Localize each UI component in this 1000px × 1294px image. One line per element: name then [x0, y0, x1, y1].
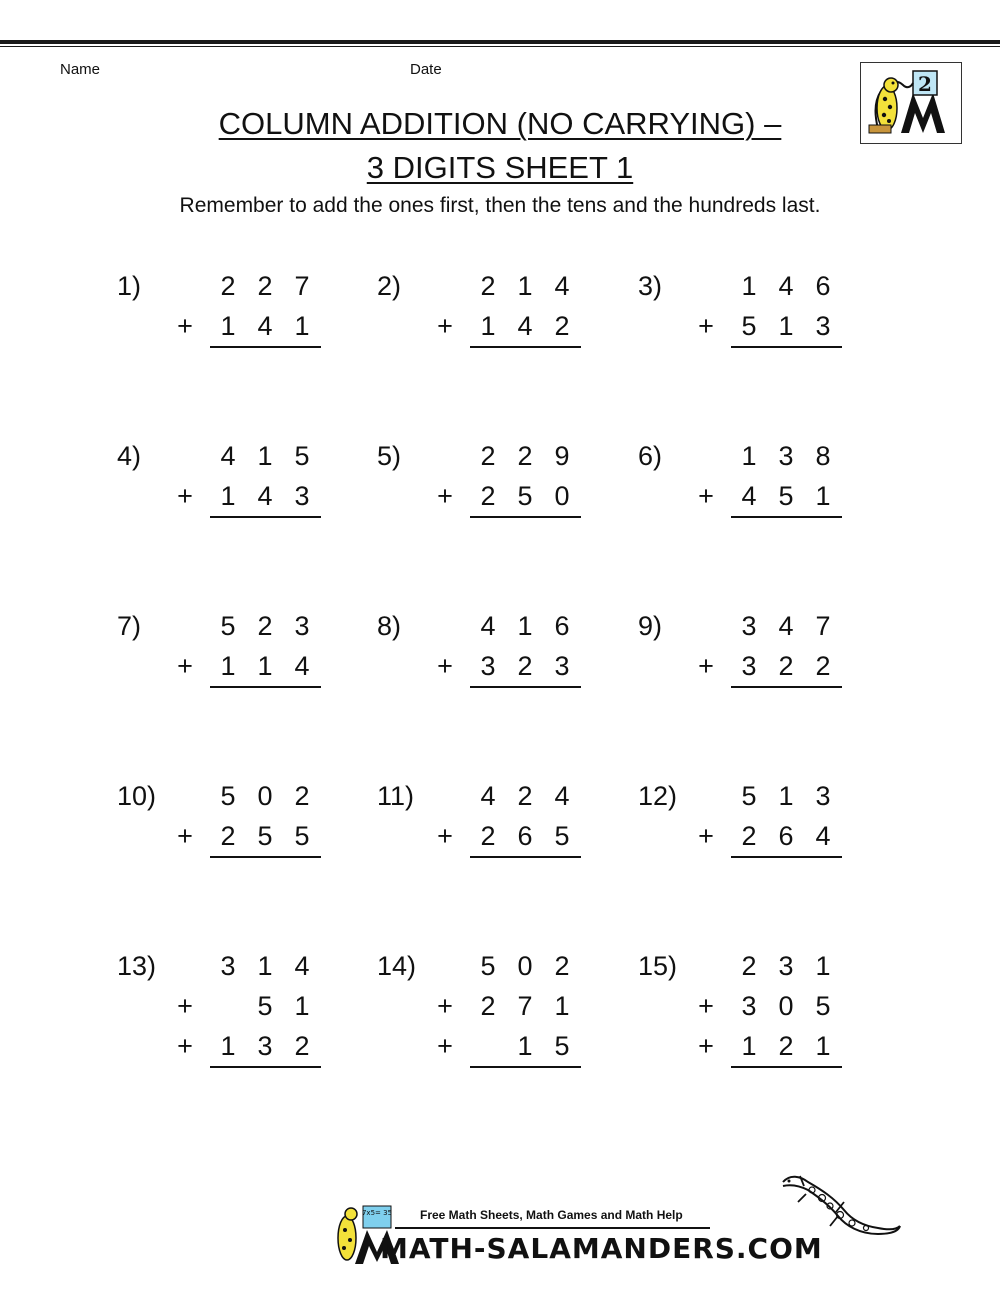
digit: 4: [294, 951, 310, 981]
addend-row: [377, 266, 617, 306]
digit: 1: [257, 441, 273, 471]
addend-row: [377, 646, 617, 686]
answer-line: [470, 516, 581, 518]
plus-sign: +: [177, 651, 193, 681]
digit: 1: [815, 1031, 831, 1061]
plus-sign: +: [437, 651, 453, 681]
digit: 1: [220, 481, 236, 511]
digit: 0: [517, 951, 533, 981]
addend-row: [117, 306, 357, 346]
svg-text:2: 2: [918, 72, 932, 96]
date-label: Date: [410, 61, 442, 78]
digit: 3: [257, 1031, 273, 1061]
digit: 1: [554, 991, 570, 1021]
digit: 4: [778, 611, 794, 641]
digit: 6: [554, 611, 570, 641]
digit: 4: [480, 611, 496, 641]
digit: 4: [220, 441, 236, 471]
digit: 4: [257, 311, 273, 341]
addend-row: [117, 1026, 357, 1066]
addend-row: [377, 986, 617, 1026]
addend-row: [117, 946, 357, 986]
plus-sign: +: [698, 651, 714, 681]
digit: 7: [815, 611, 831, 641]
top-rule-thin: [0, 46, 1000, 47]
plus-sign: +: [437, 481, 453, 511]
digit: 4: [480, 781, 496, 811]
addend-row: [117, 476, 357, 516]
addend-row: [377, 946, 617, 986]
problem-number: 15): [638, 951, 678, 981]
salamander-icon: [778, 1168, 903, 1243]
plus-sign: +: [698, 1031, 714, 1061]
problem-number: 5): [377, 441, 402, 471]
digit: 5: [294, 821, 310, 851]
digit: 0: [554, 481, 570, 511]
problem-2: [377, 266, 617, 406]
plus-sign: +: [437, 821, 453, 851]
addend-row: [117, 646, 357, 686]
digit: 5: [294, 441, 310, 471]
digit: 4: [554, 781, 570, 811]
digit: 3: [778, 951, 794, 981]
plus-sign: +: [698, 311, 714, 341]
addend-row: [117, 606, 357, 646]
digit: 2: [554, 311, 570, 341]
addend-row: [638, 816, 878, 856]
digit: 1: [257, 651, 273, 681]
digit: 1: [294, 311, 310, 341]
problem-number: 11): [377, 781, 415, 811]
digit: 9: [554, 441, 570, 471]
digit: 5: [554, 821, 570, 851]
digit: 3: [220, 951, 236, 981]
digit: 4: [257, 481, 273, 511]
digit: 1: [741, 271, 757, 301]
problem-number: 2): [377, 271, 402, 301]
digit: 3: [741, 651, 757, 681]
svg-text:7x5= 35: 7x5= 35: [361, 1209, 393, 1217]
problem-number: 7): [117, 611, 142, 641]
digit: 1: [220, 651, 236, 681]
digit: 2: [741, 951, 757, 981]
digit: 5: [741, 311, 757, 341]
digit: 2: [294, 781, 310, 811]
digit: 2: [480, 991, 496, 1021]
digit: 3: [741, 991, 757, 1021]
problem-5: [377, 436, 617, 576]
answer-line: [210, 1066, 321, 1068]
digit: 5: [554, 1031, 570, 1061]
problem-8: [377, 606, 617, 746]
answer-line: [731, 346, 842, 348]
addend-row: [638, 946, 878, 986]
digit: 5: [480, 951, 496, 981]
plus-sign: +: [177, 481, 193, 511]
problem-6: [638, 436, 878, 576]
problem-1: [117, 266, 357, 406]
problem-13: [117, 946, 357, 1086]
problem-number: 10): [117, 781, 157, 811]
digit: 1: [294, 991, 310, 1021]
answer-line: [210, 516, 321, 518]
addend-row: [117, 266, 357, 306]
digit: 2: [480, 441, 496, 471]
digit: 2: [480, 271, 496, 301]
addend-row: [377, 306, 617, 346]
problem-14: [377, 946, 617, 1086]
digit: 4: [741, 481, 757, 511]
addend-row: [117, 436, 357, 476]
top-rule: [0, 40, 1000, 44]
digit: 6: [778, 821, 794, 851]
digit: 5: [257, 991, 273, 1021]
addend-row: [638, 646, 878, 686]
digit: 7: [294, 271, 310, 301]
digit: 4: [815, 821, 831, 851]
addend-row: [638, 606, 878, 646]
digit: 5: [815, 991, 831, 1021]
digit: 2: [778, 651, 794, 681]
digit: 5: [220, 611, 236, 641]
digit: 4: [517, 311, 533, 341]
plus-sign: +: [437, 311, 453, 341]
addend-row: [638, 306, 878, 346]
problem-15: [638, 946, 878, 1086]
answer-line: [731, 516, 842, 518]
digit: 0: [778, 991, 794, 1021]
digit: 7: [517, 991, 533, 1021]
addend-row: [638, 986, 878, 1026]
digit: 1: [741, 1031, 757, 1061]
digit: 2: [517, 781, 533, 811]
problem-number: 4): [117, 441, 142, 471]
plus-sign: +: [177, 991, 193, 1021]
problem-number: 6): [638, 441, 663, 471]
problem-number: 3): [638, 271, 663, 301]
digit: 2: [741, 821, 757, 851]
instructions: Remember to add the ones first, then the tens and the hundreds last.: [179, 194, 821, 217]
digit: 1: [778, 311, 794, 341]
digit: 5: [778, 481, 794, 511]
digit: 1: [257, 951, 273, 981]
answer-line: [470, 856, 581, 858]
digit: 2: [257, 271, 273, 301]
digit: 6: [517, 821, 533, 851]
addend-row: [638, 1026, 878, 1066]
digit: 2: [517, 441, 533, 471]
digit: 3: [480, 651, 496, 681]
digit: 3: [815, 311, 831, 341]
digit: 4: [778, 271, 794, 301]
addend-row: [377, 776, 617, 816]
digit: 1: [517, 1031, 533, 1061]
problem-number: 1): [117, 271, 142, 301]
problem-number: 13): [117, 951, 157, 981]
addend-row: [638, 436, 878, 476]
addend-row: [377, 476, 617, 516]
digit: 1: [778, 781, 794, 811]
addend-row: [638, 476, 878, 516]
digit: 8: [815, 441, 831, 471]
digit: 3: [815, 781, 831, 811]
digit: 2: [778, 1031, 794, 1061]
digit: 2: [480, 821, 496, 851]
problem-4: [117, 436, 357, 576]
digit: 1: [517, 271, 533, 301]
digit: 6: [815, 271, 831, 301]
answer-line: [470, 1066, 581, 1068]
digit: 3: [294, 611, 310, 641]
digit: 2: [257, 611, 273, 641]
problem-number: 8): [377, 611, 402, 641]
answer-line: [731, 1066, 842, 1068]
plus-sign: +: [698, 991, 714, 1021]
problem-7: [117, 606, 357, 746]
plus-sign: +: [177, 311, 193, 341]
problem-11: [377, 776, 617, 916]
digit: 1: [815, 951, 831, 981]
addend-row: [117, 986, 357, 1026]
digit: 2: [220, 271, 236, 301]
digit: 5: [741, 781, 757, 811]
answer-line: [470, 346, 581, 348]
digit: 2: [554, 951, 570, 981]
problem-number: 12): [638, 781, 678, 811]
addend-row: [117, 816, 357, 856]
digit: 2: [294, 1031, 310, 1061]
salamander-logo-icon: [860, 62, 962, 144]
addend-row: [377, 1026, 617, 1066]
digit: 5: [220, 781, 236, 811]
digit: 2: [815, 651, 831, 681]
plus-sign: +: [698, 821, 714, 851]
addend-row: [117, 776, 357, 816]
problem-10: [117, 776, 357, 916]
problem-number: 9): [638, 611, 663, 641]
answer-line: [210, 686, 321, 688]
addend-row: [638, 776, 878, 816]
plus-sign: +: [177, 821, 193, 851]
digit: 4: [554, 271, 570, 301]
digit: 2: [480, 481, 496, 511]
addend-row: [638, 266, 878, 306]
footer-site-name: MATH-SALAMANDERS.COM: [380, 1232, 823, 1265]
problem-3: [638, 266, 878, 406]
digit: 1: [815, 481, 831, 511]
digit: 3: [778, 441, 794, 471]
plus-sign: +: [177, 1031, 193, 1061]
digit: 1: [517, 611, 533, 641]
answer-line: [731, 686, 842, 688]
addend-row: [377, 606, 617, 646]
digit: 2: [220, 821, 236, 851]
digit: 3: [554, 651, 570, 681]
answer-line: [470, 686, 581, 688]
digit: 1: [220, 1031, 236, 1061]
digit: 0: [257, 781, 273, 811]
digit: 3: [741, 611, 757, 641]
answer-line: [210, 856, 321, 858]
plus-sign: +: [437, 991, 453, 1021]
plus-sign: +: [698, 481, 714, 511]
digit: 4: [294, 651, 310, 681]
problem-9: [638, 606, 878, 746]
name-label: Name: [60, 61, 101, 78]
footer-tagline: Free Math Sheets, Math Games and Math Help: [420, 1208, 683, 1222]
problem-number: 14): [377, 951, 417, 981]
page-title-line1: COLUMN ADDITION (NO CARRYING) –: [218, 106, 782, 141]
digit: 5: [257, 821, 273, 851]
problem-12: [638, 776, 878, 916]
page-title-line2: 3 DIGITS SHEET 1: [366, 150, 634, 185]
digit: 5: [517, 481, 533, 511]
answer-line: [210, 346, 321, 348]
answer-line: [731, 856, 842, 858]
digit: 1: [220, 311, 236, 341]
plus-sign: +: [437, 1031, 453, 1061]
digit: 1: [480, 311, 496, 341]
addend-row: [377, 436, 617, 476]
digit: 2: [517, 651, 533, 681]
addend-row: [377, 816, 617, 856]
digit: 3: [294, 481, 310, 511]
digit: 1: [741, 441, 757, 471]
